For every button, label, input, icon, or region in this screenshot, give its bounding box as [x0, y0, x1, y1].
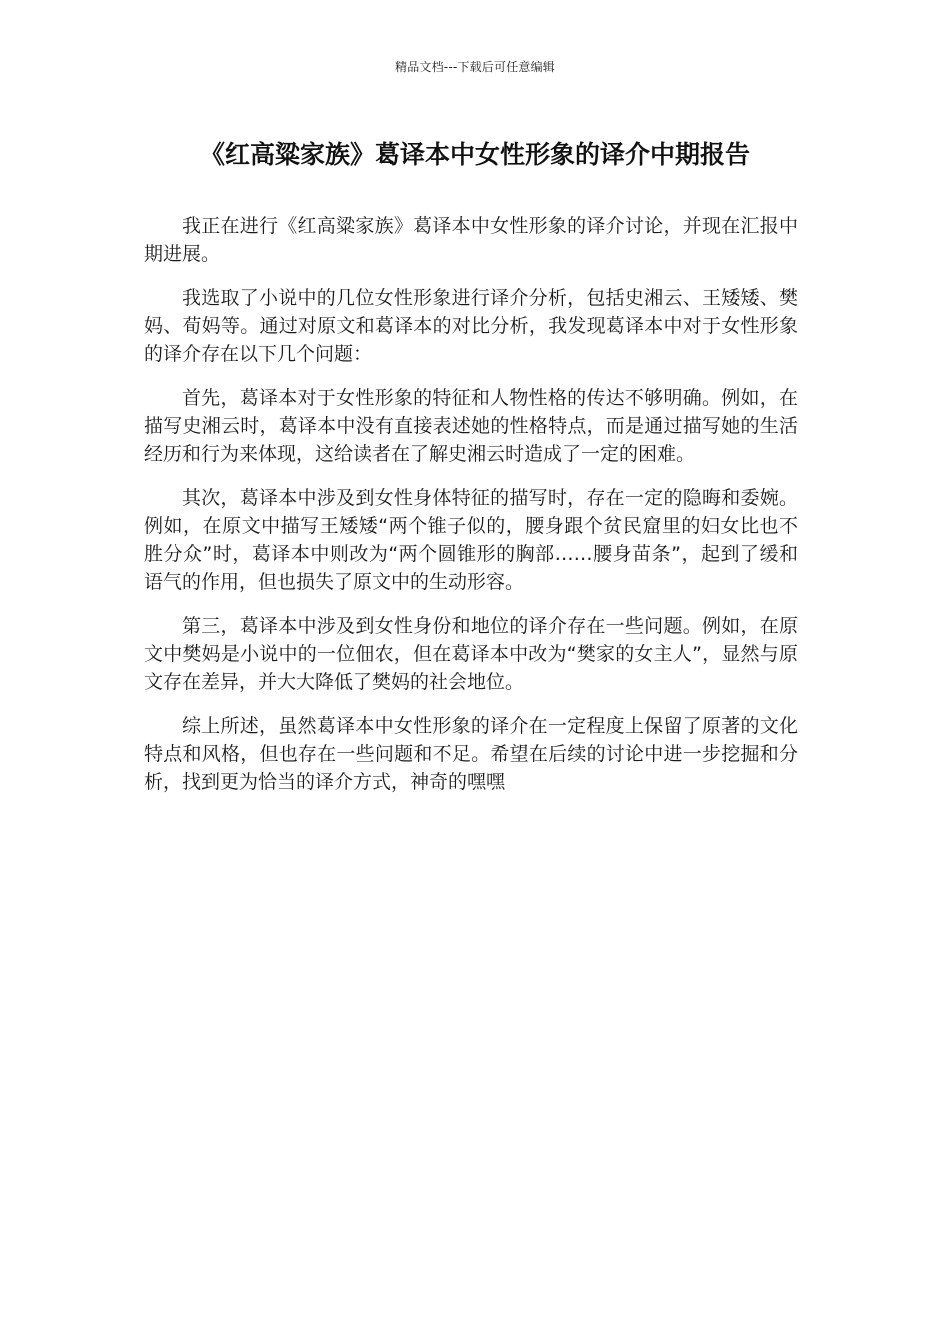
paragraph-intro: 我正在进行《红高粱家族》葛译本中女性形象的译介讨论，并现在汇报中期进展。 — [144, 215, 798, 265]
paragraph-third-issue: 第三，葛译本中涉及到女性身份和地位的译介存在一些问题。例如，在原文中樊妈是小说中的一位佃农，但在葛译本中改为“樊家的女主人”，显然与原文存在差异，并大大降低了樊妈的社会地位。 — [144, 615, 798, 693]
document-title: 《红高粱家族》葛译本中女性形象的译介中期报告 — [199, 140, 750, 169]
paragraph-second-issue: 其次，葛译本中涉及到女性身体特征的描写时，存在一定的隐晦和委婉。例如，在原文中描写王矮矮“两个锥子似的，腰身跟个贫民窟里的妇女比也不胜分众”时，葛译本中则改为“两个圆锥形的胸部……腰身苗条”，起到了缓和语气的作用，但也损失了原文中的生动形容。 — [144, 487, 798, 593]
paragraph-selection: 我选取了小说中的几位女性形象进行译介分析，包括史湘云、王矮矮、樊妈、荀妈等。通过对原文和葛译本的对比分析，我发现葛译本中对于女性形象的译介存在以下几个问题： — [144, 287, 798, 365]
header-note: 精品文档---下载后可任意编辑 — [395, 60, 555, 74]
paragraph-first-issue: 首先，葛译本对于女性形象的特征和人物性格的传达不够明确。例如，在描写史湘云时，葛译本中没有直接表述她的性格特点，而是通过描写她的生活经历和行为来体现，这给读者在了解史湘云时造成了一定的困难。 — [144, 387, 798, 465]
paragraph-conclusion: 综上所述，虽然葛译本中女性形象的译介在一定程度上保留了原著的文化特点和风格，但也存在一些问题和不足。希望在后续的讨论中进一步挖掘和分析，找到更为恰当的译介方式，神奇的嘿嘿 — [144, 715, 798, 793]
document-body — [144, 212, 798, 812]
